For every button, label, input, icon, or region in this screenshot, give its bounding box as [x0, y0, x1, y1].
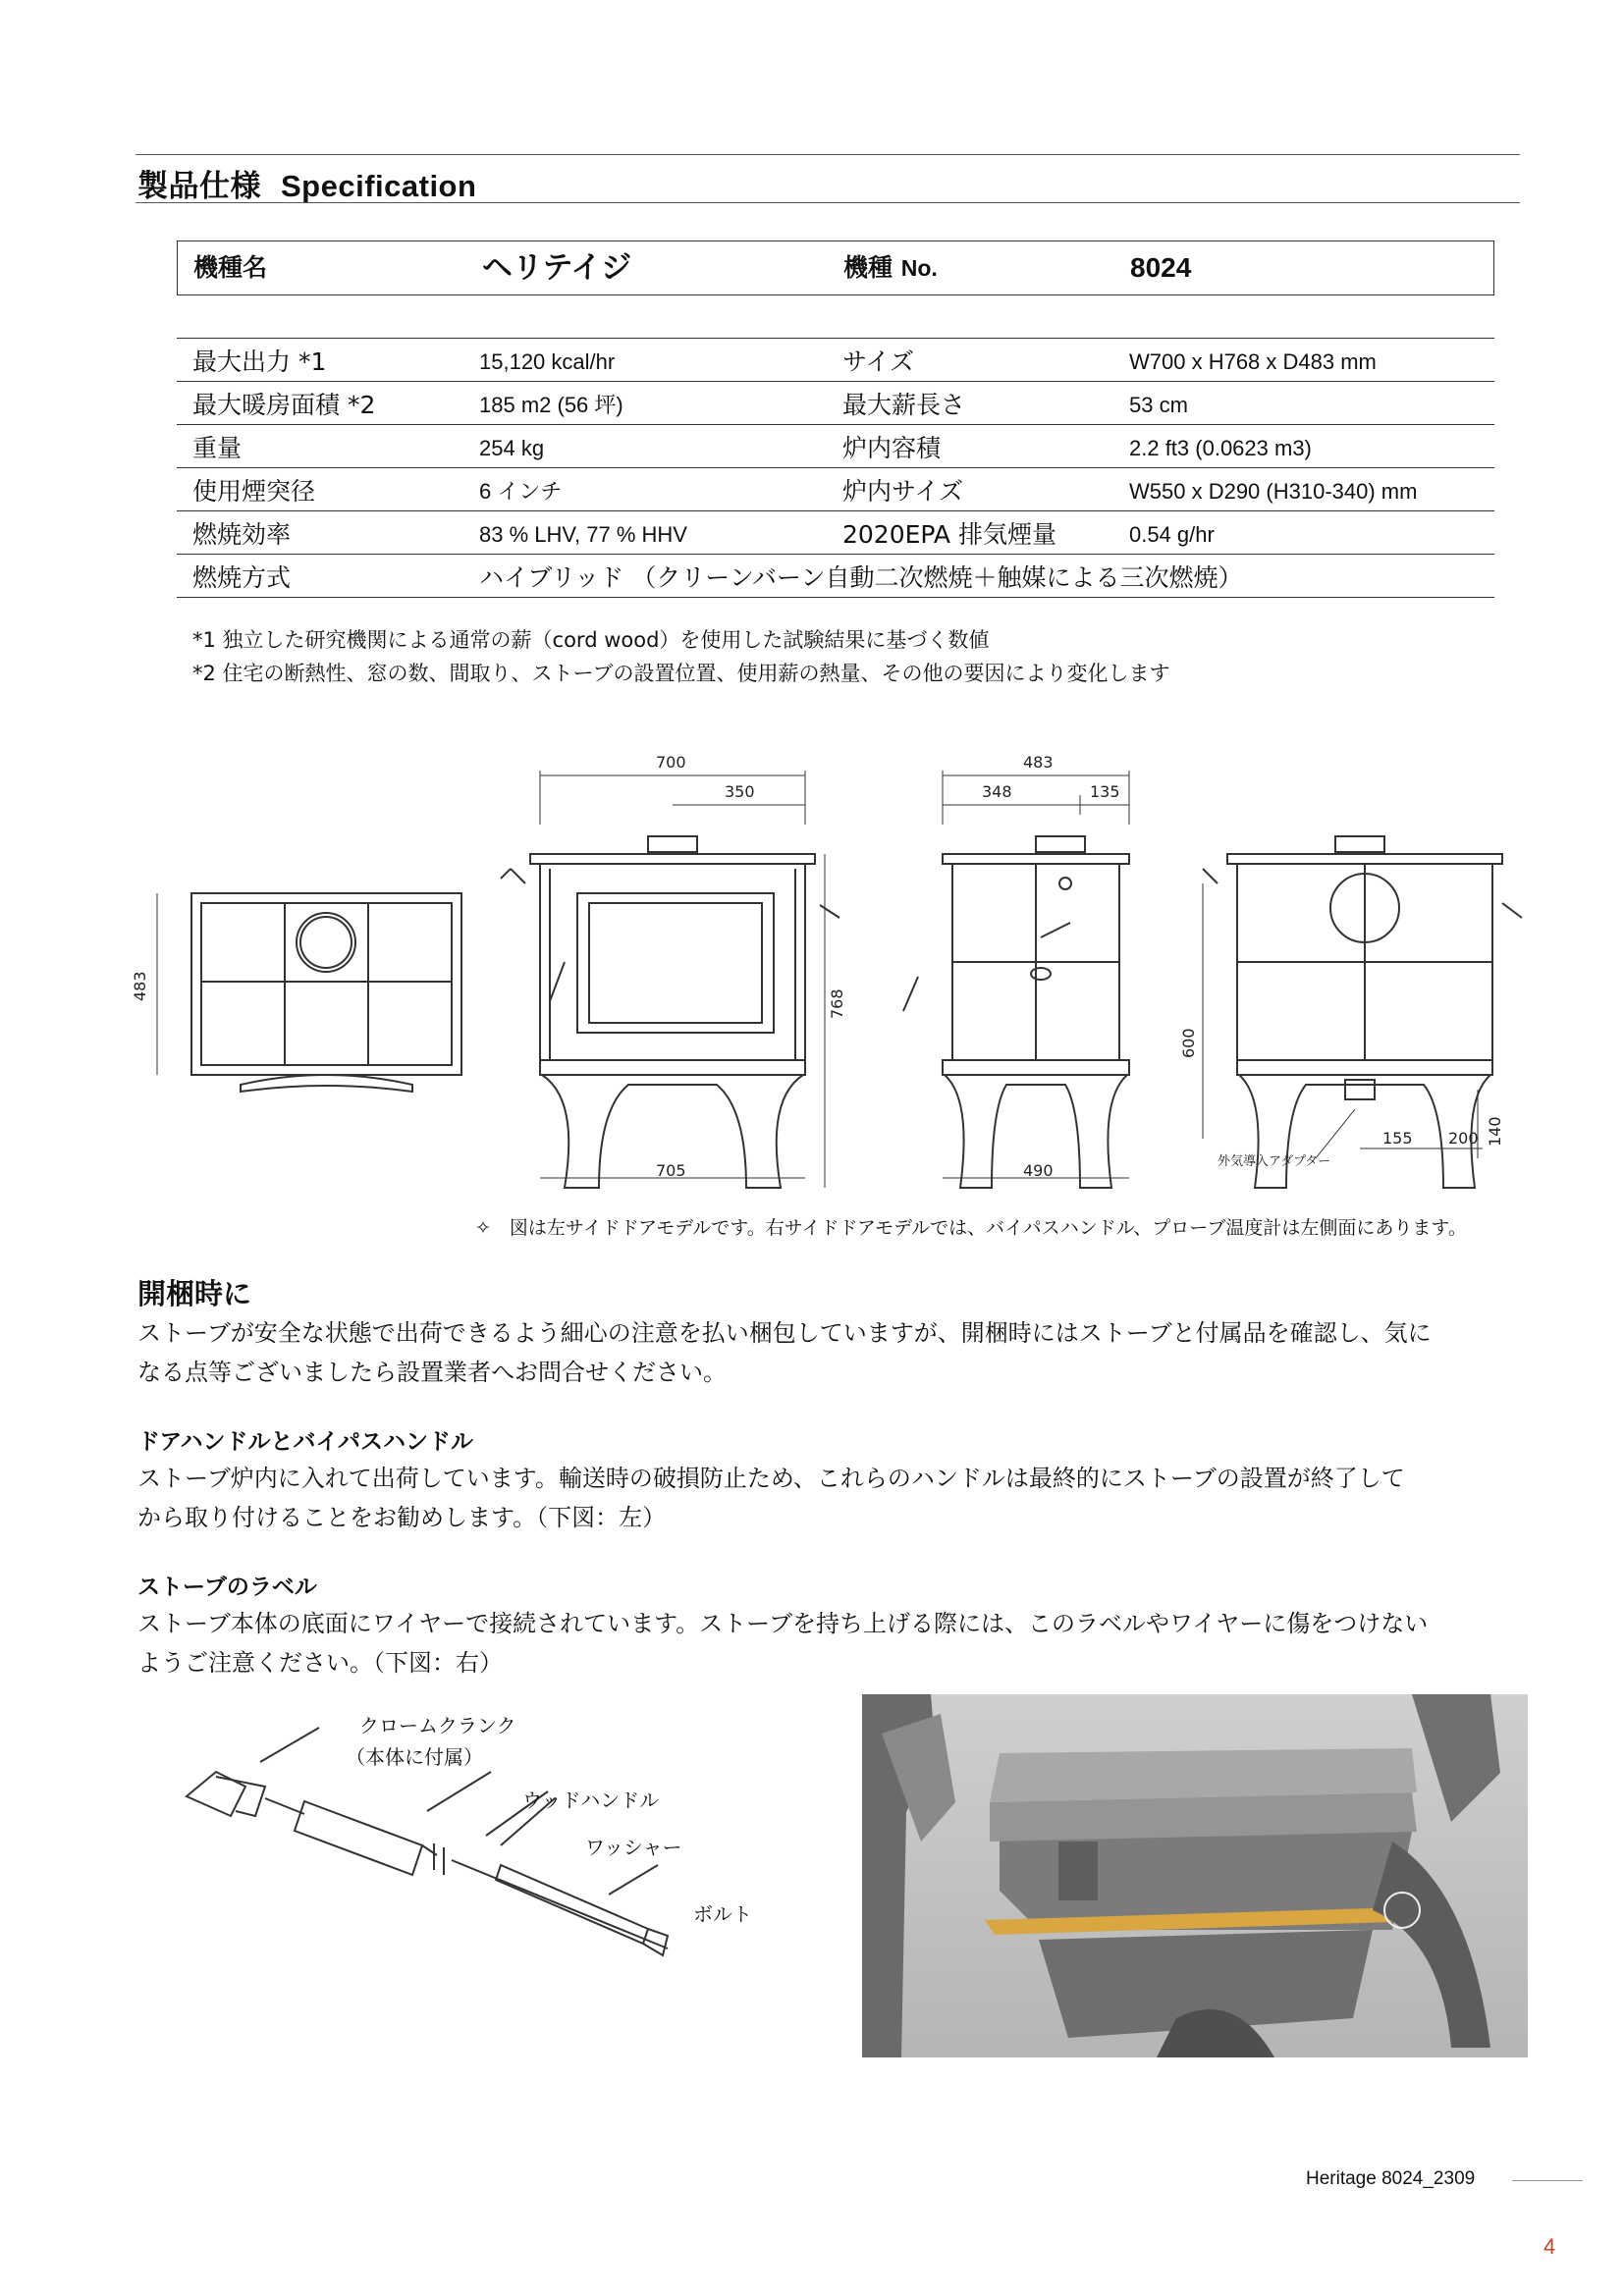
- spec-label: 重量: [192, 434, 243, 462]
- model-box: [177, 240, 1494, 295]
- spec-row: [177, 381, 1494, 424]
- section-title-ja: 製品仕様: [137, 169, 261, 204]
- spec-row: [177, 510, 1494, 554]
- spec-label: 炉内サイズ: [842, 477, 964, 506]
- spec-row: [177, 467, 1494, 510]
- spec-table: [177, 338, 1494, 598]
- section-title: [137, 161, 476, 205]
- section-title-en: Specification: [281, 169, 477, 203]
- dim-front-width: 700: [656, 753, 686, 772]
- spec-value: 2.2 ft3 (0.0623 m3): [1129, 436, 1312, 460]
- stove-drawing: [118, 726, 1561, 1198]
- spec-value: ハイブリッド （クリーンバーン自動二次燃焼＋触媒による三次燃焼）: [479, 563, 1243, 592]
- top-rule: [135, 154, 1520, 155]
- label-washer: ワッシャー: [585, 1836, 682, 1859]
- spec-value: 83 % LHV, 77 % HHV: [479, 522, 687, 547]
- front-view: [501, 771, 839, 1188]
- spec-value: 0.54 g/hr: [1129, 522, 1215, 547]
- dim-rear-a: 155: [1382, 1129, 1413, 1148]
- unpacking-heading: 開梱時に: [137, 1277, 252, 1310]
- dim-front-height: 768: [828, 988, 846, 1019]
- crank-part: [187, 1772, 245, 1816]
- label-text-line2: ようご注意ください。（下図：右）: [137, 1649, 503, 1677]
- model-name-label: 機種名: [193, 253, 268, 282]
- spec-row: [177, 554, 1494, 598]
- spec-label: 最大薪長さ: [842, 391, 966, 419]
- unpacking-text-line2: なる点等ございましたら設置業者へお問合せください。: [137, 1359, 727, 1386]
- spec-value: W550 x D290 (H310-340) mm: [1129, 479, 1418, 504]
- model-no-label-ja: 機種: [843, 253, 893, 282]
- spec-row: [177, 338, 1494, 381]
- label-wood-handle: ウッドハンドル: [522, 1789, 660, 1812]
- spec-value: 15,120 kcal/hr: [479, 349, 616, 374]
- page-number: 4: [1543, 2234, 1556, 2259]
- side-view: [903, 771, 1129, 1188]
- dim-side-base: 490: [1023, 1161, 1054, 1180]
- unpacking-text-line1: ストーブが安全な状態で出荷できるよう細心の注意を払い梱包していますが、開梱時にはストーブと付属品を確認し、気に: [137, 1319, 1432, 1347]
- dim-front-half: 350: [725, 782, 755, 801]
- spec-label: 最大出力 *1: [192, 347, 327, 376]
- spec-row: [177, 424, 1494, 467]
- model-no-label: [843, 241, 938, 294]
- footnote-2: *2 住宅の断熱性、窓の数、間取り、ストーブの設置位置、使用薪の熱量、その他の要因により変化します: [192, 662, 1170, 685]
- handles-text-line1: ストーブ炉内に入れて出荷しています。輸送時の破損防止ため、これらのハンドルは最終的にストーブの設置が終了して: [137, 1465, 1405, 1492]
- drawing-caption: ✧ 図は左サイドドアモデルです。右サイドドアモデルでは、バイパスハンドル、プローブ温度計は左側面にあります。: [475, 1217, 1467, 1239]
- wood-handle-part: [295, 1801, 422, 1875]
- dim-rear-height: 600: [1179, 1028, 1198, 1058]
- dim-side-a: 348: [982, 782, 1012, 801]
- spec-value: 254 kg: [479, 436, 545, 460]
- label-crank: クロームクランク: [359, 1714, 516, 1737]
- spec-value: W700 x H768 x D483 mm: [1129, 349, 1377, 374]
- spec-label: 炉内容積: [842, 434, 942, 462]
- spec-value: 6 インチ: [479, 479, 563, 504]
- dim-rear-c: 140: [1486, 1116, 1504, 1147]
- dim-rear-b: 200: [1448, 1129, 1479, 1148]
- spec-label: 燃焼方式: [192, 563, 292, 592]
- spec-label: サイズ: [842, 347, 915, 376]
- model-no-value: 8024: [1130, 252, 1192, 283]
- spec-label: 燃焼効率: [192, 520, 292, 549]
- footnote-1: *1 独立した研究機関による通常の薪（cord wood）を使用した試験結果に基づく数値: [192, 628, 990, 652]
- label-crank-note: （本体に付属）: [346, 1745, 483, 1769]
- model-name-value: ヘリテイジ: [482, 250, 632, 286]
- spec-value: 53 cm: [1129, 393, 1188, 417]
- spec-label: 使用煙突径: [192, 477, 316, 506]
- footer-doc-id: Heritage 8024_2309: [1306, 2168, 1476, 2189]
- dim-adapter-label: 外気導入アダプター: [1218, 1154, 1331, 1169]
- dim-front-base: 705: [656, 1161, 686, 1180]
- title-underline: [135, 202, 1520, 203]
- footer-rule: [1512, 2180, 1583, 2181]
- handles-text-line2: から取り付けることをお勧めします。（下図：左）: [137, 1504, 667, 1531]
- label-text-line1: ストーブ本体の底面にワイヤーで接続されています。ストーブを持ち上げる際には、このラベルやワイヤーに傷をつけない: [137, 1610, 1429, 1637]
- dim-side-b: 135: [1090, 782, 1120, 801]
- spec-label: 2020EPA 排気煙量: [842, 520, 1056, 549]
- top-view: [157, 893, 461, 1092]
- model-no-suffix: No.: [900, 255, 938, 281]
- handles-heading: ドアハンドルとバイパスハンドル: [137, 1429, 474, 1455]
- spec-label: 最大暖房面積 *2: [192, 391, 376, 419]
- dim-top-depth: 483: [131, 971, 149, 1001]
- label-heading: ストーブのラベル: [137, 1575, 317, 1600]
- label-bolt: ボルト: [693, 1902, 752, 1926]
- spec-value: 185 m2 (56 坪): [479, 393, 623, 417]
- dim-side-depth: 483: [1023, 753, 1054, 772]
- stove-underside-photo: [862, 1694, 1528, 2057]
